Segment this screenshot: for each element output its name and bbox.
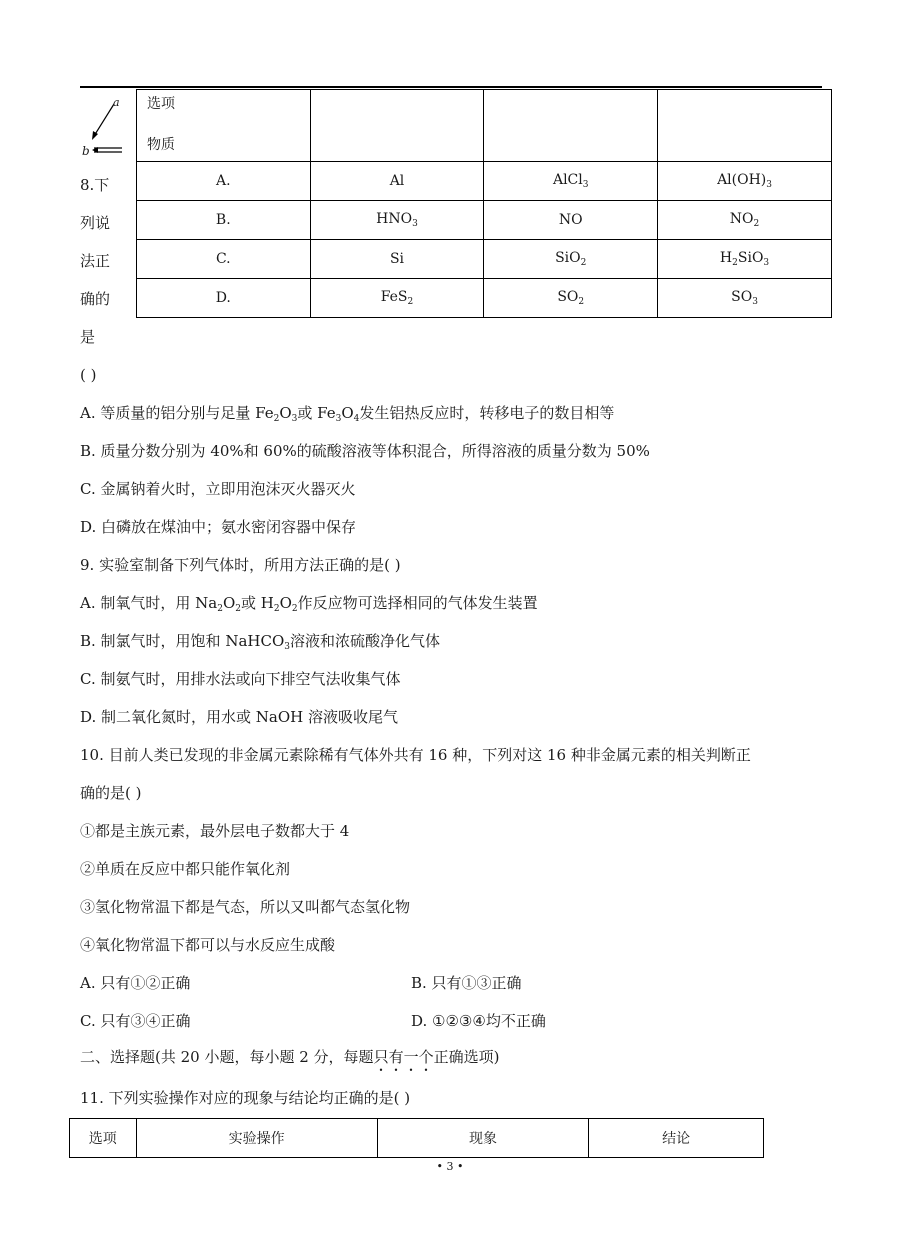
- subscript: 3: [766, 180, 772, 190]
- substance-a: [310, 162, 484, 201]
- substance-b: [484, 201, 658, 240]
- table-header-cell: [658, 90, 832, 162]
- text: 发生铝热反应时，转移电子的数目相等: [359, 404, 615, 422]
- subscript: 2: [217, 604, 223, 614]
- q10-item: ①都是主族元素，最外层电子数都大于 4: [80, 822, 350, 840]
- q10-option-d: D. ①②③④均不正确: [411, 1012, 546, 1030]
- subscript: 3: [582, 180, 589, 190]
- formula: AlCl: [552, 172, 583, 188]
- formula: NO: [558, 212, 583, 228]
- section-heading: [80, 1048, 499, 1075]
- q8-answer-blank: ( ): [80, 366, 97, 384]
- formula: Al(OH): [717, 172, 767, 188]
- header-rule: [80, 86, 822, 88]
- q10-item: ②单质在反应中都只能作氧化剂: [80, 860, 291, 878]
- q10-stem-line-2: 确的是( ): [80, 784, 142, 802]
- q8-stem-line: 8.下: [80, 176, 110, 194]
- subscript: 3: [284, 642, 290, 652]
- text: O: [279, 404, 292, 422]
- subscript: 3: [763, 258, 770, 268]
- formula: Al: [389, 173, 405, 189]
- table-header-cell: [137, 90, 311, 162]
- emphasis-text: 只有一个: [373, 1048, 434, 1066]
- q8-stem-line: 法正: [80, 252, 111, 270]
- subscript: 2: [235, 604, 241, 614]
- q10-option-c: C. 只有③④正确: [80, 1012, 191, 1030]
- q9-option-c: C. 制氨气时，用排水法或向下排空气法收集气体: [80, 670, 401, 688]
- text: A. 制氧气时，用 Na: [80, 594, 218, 612]
- text: O: [279, 594, 292, 612]
- subscript: 4: [353, 414, 360, 424]
- q10-stem-line-1: 10. 目前人类已发现的非金属元素除稀有气体外共有 16 种，下列对这 16 种非金属元素的相关判断正: [80, 746, 751, 764]
- page-number: • 3 •: [436, 1160, 464, 1173]
- subscript: 2: [291, 604, 298, 614]
- subscript: 2: [407, 297, 414, 307]
- formula: SO: [557, 289, 579, 305]
- option-cell: D.: [137, 279, 311, 318]
- text: O: [341, 404, 354, 422]
- header-option: 选项: [147, 96, 175, 112]
- diagram-label-b: b: [82, 144, 90, 158]
- subscript: 3: [412, 219, 418, 229]
- option-cell: C.: [137, 240, 311, 279]
- substance-c: [658, 279, 832, 318]
- substance-c: [658, 162, 832, 201]
- q9-option-a: [80, 594, 538, 618]
- text: 二、选择题(共 20 小题，每小题 2 分，每题: [80, 1048, 374, 1066]
- q9-stem: 9. 实验室制备下列气体时，所用方法正确的是( ): [80, 556, 401, 574]
- q10-item: ③氢化物常温下都是气态，所以又叫都气态氢化物: [80, 898, 411, 916]
- subscript: 3: [335, 414, 342, 424]
- table-row: [137, 162, 832, 201]
- table-row: [137, 240, 832, 279]
- q8-stem-line: 是: [80, 328, 96, 346]
- q10-item: ④氧化物常温下都可以与水反应生成酸: [80, 936, 336, 954]
- q11-table: [69, 1118, 764, 1158]
- table-header-cell: [484, 90, 658, 162]
- option-cell: A.: [137, 162, 311, 201]
- subscript: 2: [578, 297, 585, 307]
- q8-option-c: C. 金属钠着火时，立即用泡沫灭火器灭火: [80, 480, 356, 498]
- text: B. 制氯气时，用饱和 NaHCO: [80, 632, 285, 650]
- substance-c: [658, 240, 832, 279]
- table-header-row: [70, 1119, 764, 1158]
- formula: SiO: [555, 250, 581, 266]
- substance-c: [658, 201, 832, 240]
- q11-stem: 11. 下列实验操作对应的现象与结论均正确的是( ): [80, 1089, 411, 1107]
- formula: H: [719, 250, 733, 266]
- substance-a: [310, 240, 484, 279]
- text: O: [222, 594, 236, 612]
- substance-b: [484, 279, 658, 318]
- text: A. 等质量的铝分别与足量 Fe: [80, 404, 274, 422]
- subscript: 2: [732, 258, 738, 268]
- subscript: 2: [580, 258, 587, 268]
- substance-b: [484, 240, 658, 279]
- subscript: 2: [273, 414, 280, 424]
- formula: NO: [729, 211, 754, 227]
- substance-a: [310, 279, 484, 318]
- formula: HNO: [376, 211, 413, 227]
- text: 正确选项): [433, 1048, 500, 1066]
- table-row: [137, 201, 832, 240]
- q10-option-b: B. 只有①③正确: [411, 974, 522, 992]
- diagram-label-a: a: [113, 96, 120, 109]
- q10-option-a: A. 只有①②正确: [80, 974, 191, 992]
- formula: SO: [731, 289, 753, 305]
- q8-option-a: [80, 404, 614, 428]
- q9-option-d: D. 制二氧化氮时，用水或 NaOH 溶液吸收尾气: [80, 708, 399, 726]
- table-header-row: [137, 90, 832, 162]
- text: 或 Fe: [297, 404, 336, 422]
- q8-stem-line: 列说: [80, 214, 111, 232]
- formula: FeS: [380, 289, 408, 305]
- subscript: 3: [291, 414, 298, 424]
- q8-stem-line: 确的: [80, 290, 111, 308]
- subscript: 2: [273, 604, 280, 614]
- header-option: 选项: [70, 1119, 137, 1158]
- text: 溶液和浓硫酸净化气体: [290, 632, 441, 650]
- header-substance: 物质: [147, 137, 175, 153]
- q8-table: [136, 89, 832, 318]
- q9-option-b: [80, 632, 440, 656]
- substance-b: [484, 162, 658, 201]
- text: 或 H: [241, 594, 274, 612]
- substance-a: [310, 201, 484, 240]
- header-operation: 实验操作: [136, 1119, 377, 1158]
- q8-option-b: B. 质量分数分别为 40%和 60%的硫酸溶液等体积混合，所得溶液的质量分数为 50%: [80, 442, 650, 460]
- formula: SiO: [737, 250, 764, 266]
- subscript: 3: [752, 297, 758, 307]
- header-phenomenon: 现象: [377, 1119, 588, 1158]
- table-header-cell: [310, 90, 484, 162]
- table-row: [137, 279, 832, 318]
- option-cell: B.: [137, 201, 311, 240]
- q8-option-d: D. 白磷放在煤油中；氨水密闭容器中保存: [80, 518, 357, 536]
- text: 作反应物可选择相同的气体发生装置: [297, 594, 538, 612]
- subscript: 2: [753, 219, 760, 229]
- header-conclusion: 结论: [589, 1119, 764, 1158]
- formula: Si: [389, 251, 405, 267]
